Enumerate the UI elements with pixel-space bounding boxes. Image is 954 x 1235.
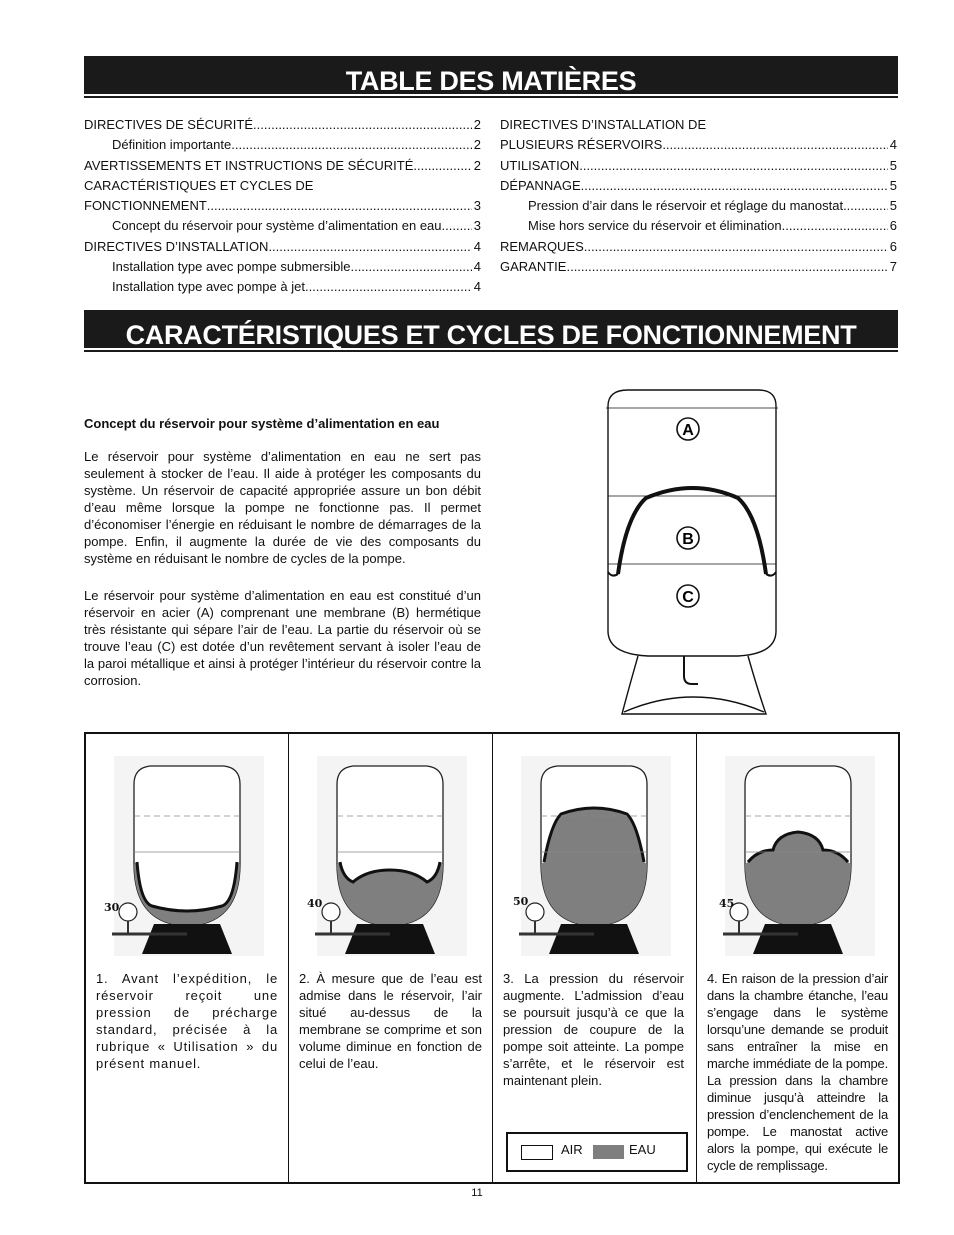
toc-leader-dots [350,257,471,277]
pressure-gauge-icon [322,903,340,921]
toc-leader-dots [581,176,888,196]
toc-entry-page: 7 [889,259,897,275]
tank-stand [549,924,639,954]
toc-leader-dots [843,196,888,216]
toc-right-column [500,115,897,277]
toc-entry-page: 4 [473,238,481,254]
svg-text:C: C [682,589,694,606]
toc-left-column [84,115,481,298]
toc-entry-page: 2 [473,157,481,173]
toc-entry-page: 5 [889,177,897,193]
tank-diagram [598,386,788,716]
toc-entry-label: Mise hors service du réservoir et élimination [528,218,782,234]
panel-2 [289,734,493,1182]
section-title: CARACTÉRISTIQUES ET CYCLES DE FONCTIONNEMENT [125,320,857,350]
legend-eau-label: EAU [629,1142,656,1157]
toc-entry-label: Concept du réservoir pour système d’alimentation en eau [112,218,442,234]
toc-leader-dots [442,216,472,236]
toc-entry-label: CARACTÉRISTIQUES ET CYCLES DE [84,177,314,193]
toc-entry [500,237,897,257]
legend-air-swatch [521,1145,553,1160]
toc-leader-dots [253,115,472,135]
toc-leader-dots [566,257,887,277]
gauge-reading: 50 [513,895,529,908]
toc-entry [84,237,481,257]
toc-entry-page: 3 [473,218,481,234]
toc-entry [84,216,481,236]
toc-entry [84,115,481,135]
toc-leader-dots [782,216,888,236]
toc-entry-page: 6 [889,218,897,234]
toc-entry [84,176,481,196]
toc-entry-page: 3 [473,198,481,214]
toc-entry-page: 4 [473,259,481,275]
panel-1 [86,734,289,1182]
panel-text: 3. La pression du réservoir augmente. L’admission d’eau se poursuit jusqu’à ce que la pression de coupure de la pompe soit atteinte. La pompe s’arrête, et le réservoir est maintenant plein. [503,971,684,1088]
legend-air-label: AIR [561,1142,583,1157]
toc-entry [500,196,897,216]
toc-entry-label: AVERTISSEMENTS ET INSTRUCTIONS DE SÉCURITÉ [84,157,414,173]
tank-stand [345,924,435,954]
toc-entry [84,277,481,297]
toc-entry [84,156,481,176]
svg-text:B: B [682,531,694,548]
label-c [677,585,699,607]
toc-entry-page: 5 [889,198,897,214]
panel-text: 4. En raison de la pression d’air dans la chambre étanche, l’eau s’engage dans le système lorsqu’une demande se produit sans entraîner la mise en marche immédiate de la pompe. La pression dans la chambre diminue jusqu’à atteindre la pression d’enclenchement de la pompe. Le manostat active alors la pompe, qui exécute le cycle de remplissage. [707,971,888,1173]
toc-entry-label: FONCTIONNEMENT [84,198,207,214]
toc-entry [500,135,897,155]
toc-entry-label: DIRECTIVES D’INSTALLATION [84,238,269,254]
toc-entry-label: Installation type avec pompe à jet [112,279,305,295]
gauge-reading: 30 [104,901,120,914]
legend-eau-swatch [593,1145,624,1159]
toc-entry-label: DÉPANNAGE [500,177,581,193]
toc-leader-dots [231,135,472,155]
toc-entry-page: 4 [889,137,897,153]
tank-illustration [92,754,282,974]
page-number: 11 [471,1187,483,1199]
toc-entry [500,176,897,196]
toc-entry-label: Pression d’air dans le réservoir et réglage du manostat [528,198,844,214]
toc-entry-page: 6 [889,238,897,254]
label-a [677,418,699,440]
tank-illustration [703,754,893,974]
tank-stand [753,924,843,954]
paragraph-1: Le réservoir pour système d’alimentation en eau ne sert pas seulement à stocker de l’eau. Il aide à protéger les composants du système. Un réservoir de capacité appropriée assure un bon débit d’eau même lorsque la pompe ne fonctionne pas. Il permet d’économiser l’énergie en réduisant le nombre de démarrages de la pompe. Enfin, il augmente la durée de vie des composants du système en réduisant le nombre de cycles de la pompe. [84,449,481,566]
tank-illustration [499,754,689,974]
toc-banner [84,56,898,94]
toc-entry [84,257,481,277]
gauge-reading: 45 [719,897,735,910]
toc-entry-label: Définition importante [112,137,232,153]
toc-entry [500,115,897,135]
toc-leader-dots [413,156,471,176]
toc-entry [500,216,897,236]
toc-leader-dots [662,135,887,155]
tank-illustration [295,754,485,974]
toc-leader-dots [268,237,471,257]
water-fill [541,808,647,926]
toc-entry-label: Installation type avec pompe submersible [112,259,351,275]
panel-text: 1. Avant l’expédition, le réservoir reçoit une pression de précharge standard, précisée à la rubrique « Utilisation » du présent manuel. [96,971,278,1071]
panel-text: 2. À mesure que de l’eau est admise dans le réservoir, l’air situé au-dessus de la membrane se comprime et son volume diminue en fonction de celui de l’eau. [299,971,482,1071]
toc-entry-page: 4 [473,279,481,295]
toc-entry [84,196,481,216]
pressure-gauge-icon [119,903,137,921]
tank-stand [142,924,232,954]
toc-entry-label: UTILISATION [500,157,580,173]
toc-entry-label: DIRECTIVES DE SÉCURITÉ [84,117,254,132]
gauge-reading: 40 [307,897,323,910]
toc-entry-label: REMARQUES [500,238,584,254]
toc-entry-page: 5 [889,157,897,173]
svg-text:A: A [682,422,694,439]
toc-entry [500,156,897,176]
label-b [677,527,699,549]
toc-entry-label: PLUSIEURS RÉSERVOIRS [500,137,663,153]
subsection-title: Concept du réservoir pour système d’alimentation en eau [84,416,440,431]
tank-body [134,766,240,926]
toc-leader-dots [305,277,472,297]
toc-leader-dots [207,196,472,216]
panel-4 [697,734,898,1182]
toc-leader-dots [579,156,888,176]
toc-title: TABLE DES MATIÈRES [345,66,637,96]
paragraph-2: Le réservoir pour système d’alimentation en eau est constitué d’un réservoir en acier (A) comprenant une membrane (B) hermétique très résistante qui sépare l’air de l’eau. La partie du réservoir où se trouve l’eau (C) est dotée d’un revêtement servant à isoler l’eau de la paroi métallique et ainsi à protéger l’intérieur du réservoir contre la corrosion. [84,588,481,688]
toc-entry [500,257,897,277]
toc-entry-page: 2 [473,137,481,153]
toc-entry-label: GARANTIE [500,259,567,275]
panel-3 [493,734,697,1182]
toc-entry-label: DIRECTIVES D’INSTALLATION DE [500,117,707,132]
cycle-panels [84,732,900,1184]
toc-entry [84,135,481,155]
toc-leader-dots [584,237,888,257]
legend [506,1132,688,1172]
pressure-gauge-icon [526,903,544,921]
toc-entry-page: 2 [473,117,481,132]
section-banner [84,310,898,348]
